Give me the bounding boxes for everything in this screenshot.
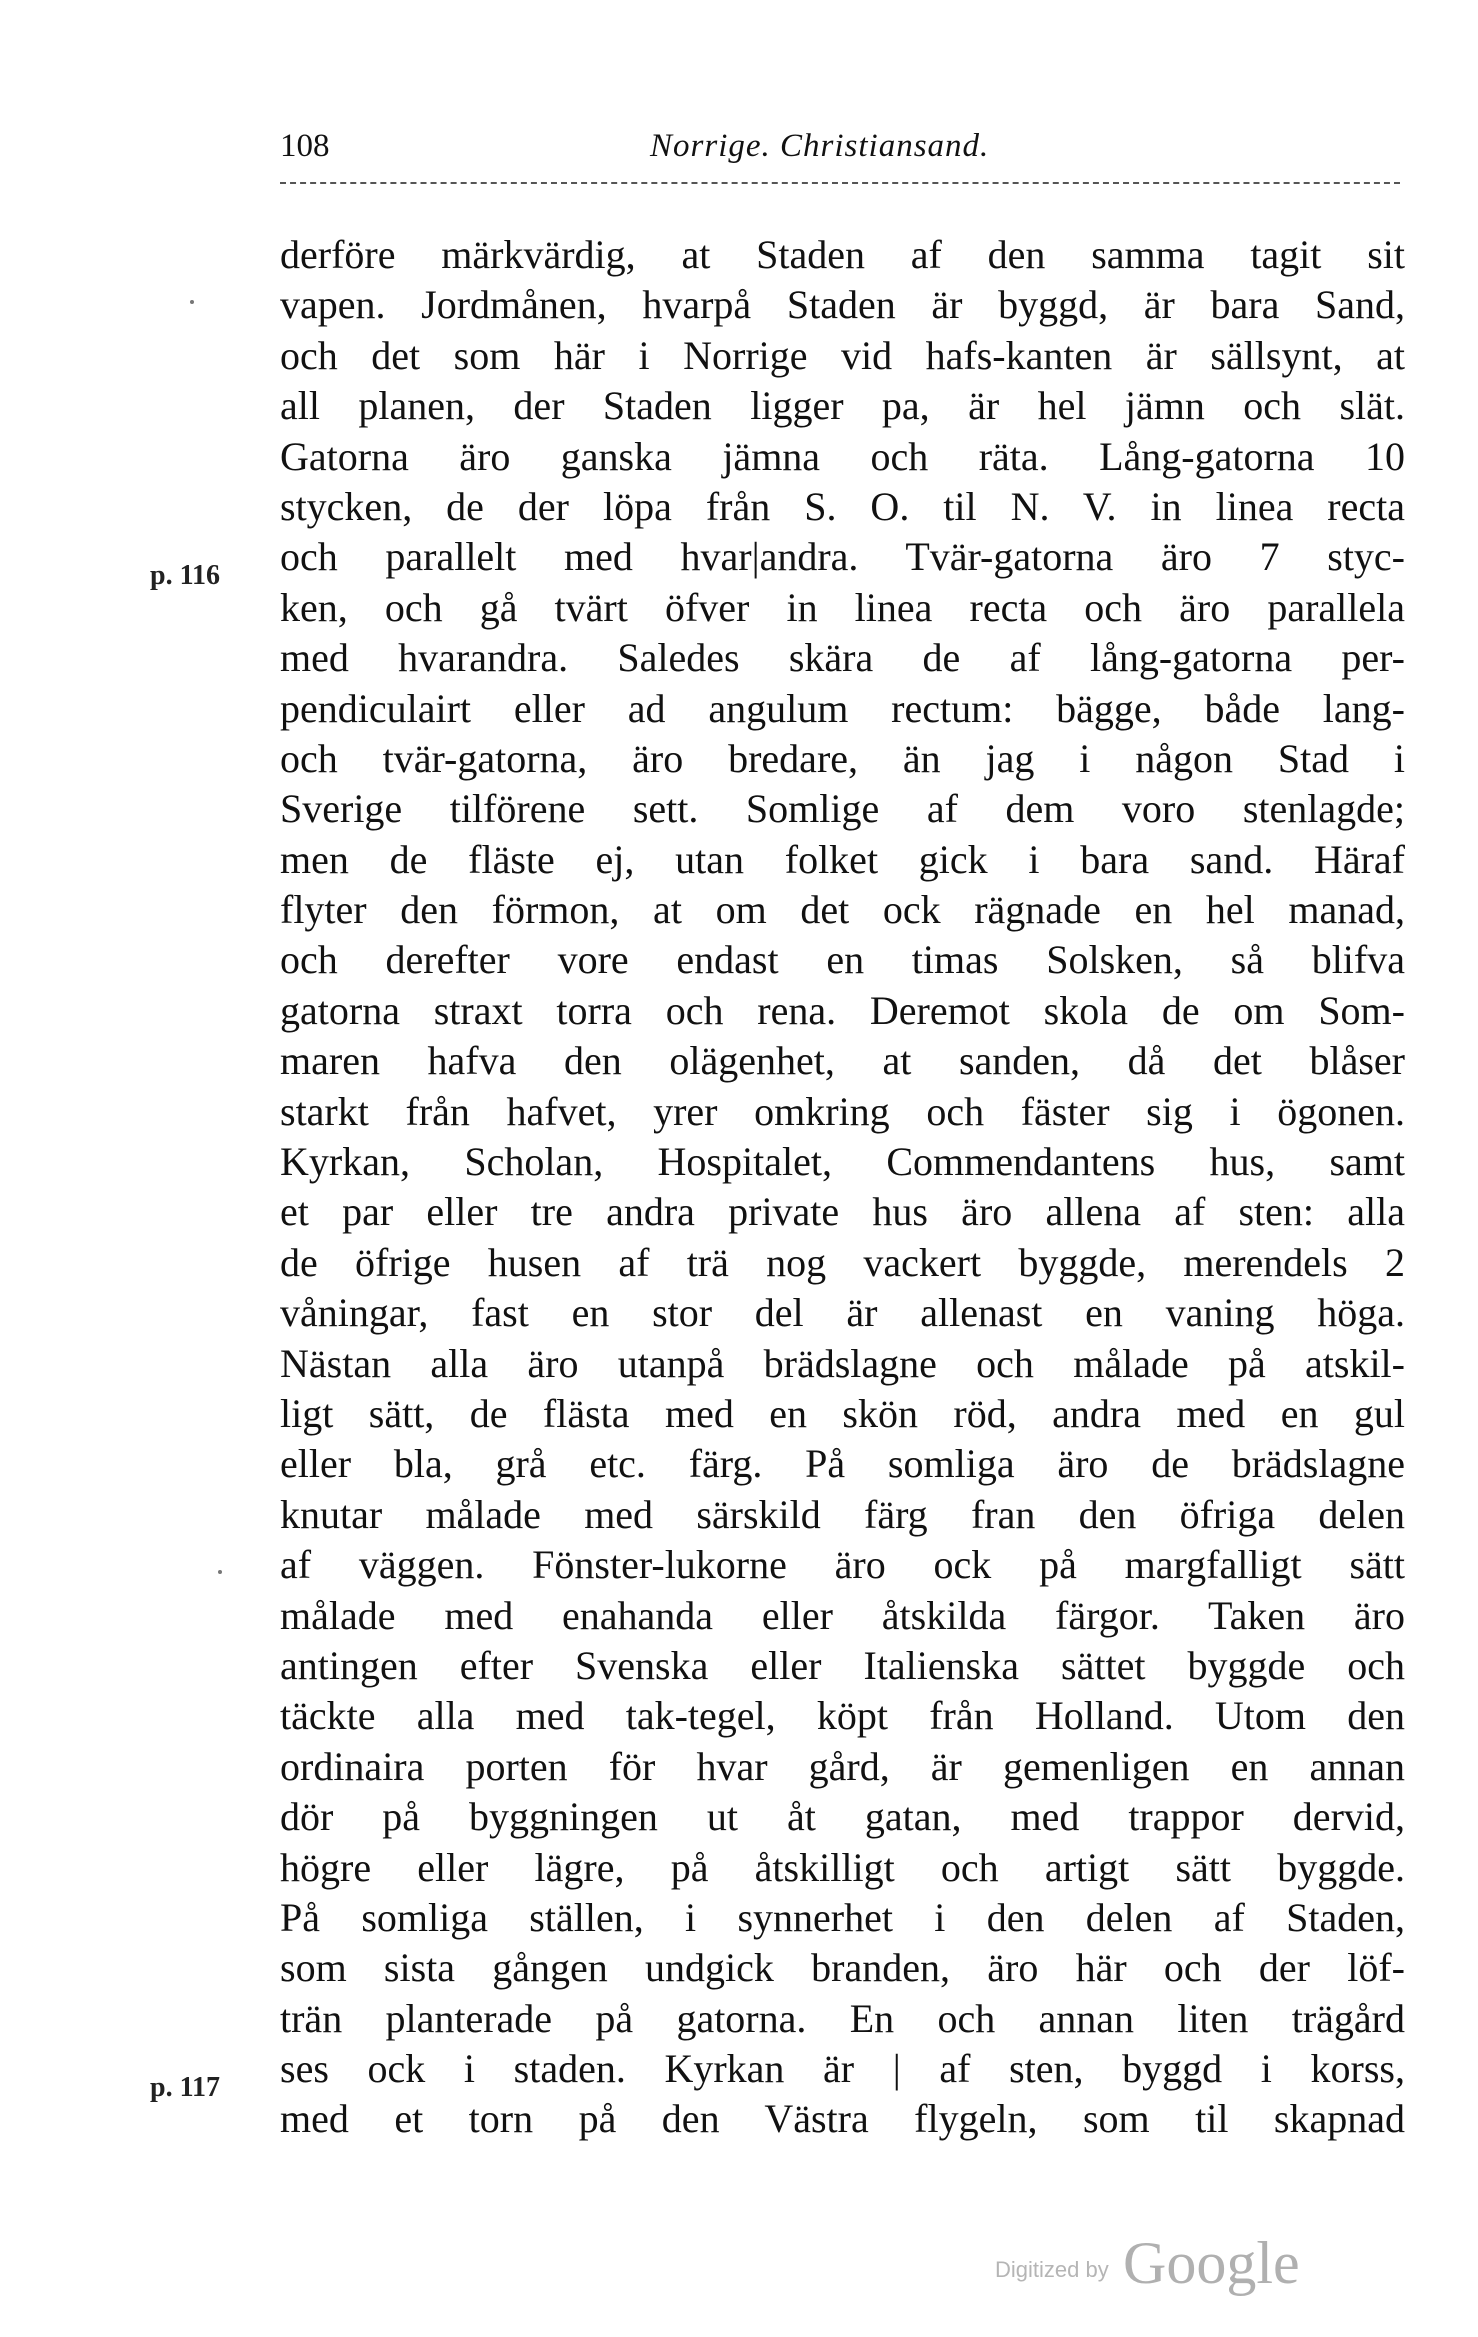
text-line: dör på byggningen ut åt gatan, med trappor dervid, [280, 1794, 1405, 1840]
text-line: ken, och gå tvärt öfver in linea recta och äro parallela [280, 584, 1405, 630]
text-line: pendiculairt eller ad angulum rectum: bägge, både lang- [280, 685, 1405, 731]
digitized-by-label: Digitized by [995, 2257, 1109, 2282]
margin-note-p116: p. 116 [150, 560, 221, 591]
text-line: af väggen. Fönster-lukorne äro ock på margfalligt sätt [280, 1542, 1405, 1588]
margin-note-p117: p. 117 [150, 2072, 221, 2103]
text-line: stycken, de der löpa från S. O. til N. V. in linea recta [280, 483, 1405, 529]
header-rule [280, 182, 1400, 184]
text-line: och derefter vore endast en timas Solsken, så blifva [280, 937, 1405, 983]
text-line: täckte alla med tak-tegel, köpt från Holland. Utom den [280, 1693, 1405, 1739]
text-line: derföre märkvärdig, at Staden af den samma tagit sit [280, 232, 1405, 277]
text-line: ses ock i staden. Kyrkan är | af sten, byggd i korss, [280, 2046, 1405, 2092]
page-number: 108 [280, 128, 330, 164]
text-line: målade med enahanda eller åtskilda färgor. Taken äro [280, 1592, 1405, 1638]
text-line: antingen efter Svenska eller Italienska sättet byggde och [280, 1642, 1405, 1688]
text-line: ligt sätt, de flästa med en skön röd, andra med en gul [280, 1390, 1405, 1436]
text-line: med hvarandra. Saledes skära de af lång-gatorna per- [280, 635, 1405, 681]
text-line: et par eller tre andra private hus äro allena af sten: alla [280, 1189, 1405, 1235]
text-line: och tvär-gatorna, äro bredare, än jag i någon Stad i [280, 735, 1405, 781]
text-line: maren hafva den olägenhet, at sanden, då det blåser [280, 1038, 1405, 1084]
running-head [280, 128, 1400, 178]
text-line: vapen. Jordmånen, hvarpå Staden är byggd, är bara Sand, [280, 282, 1405, 328]
text-line: Sverige tilförene sett. Somlige af dem voro stenlagde; [280, 786, 1405, 832]
text-line: som sista gången undgick branden, äro här och der löf- [280, 1945, 1405, 1991]
running-title: Norrige. Christiansand. [650, 128, 990, 164]
text-line: Nästan alla äro utanpå brädslagne och målade på atskil- [280, 1340, 1405, 1386]
text-line: eller bla, grå etc. färg. På somliga äro de brädslagne [280, 1441, 1405, 1487]
text-line: all planen, der Staden ligger pa, är hel jämn och slät. [280, 383, 1405, 429]
text-line: de öfrige husen af trä nog vackert byggde, merendels 2 [280, 1239, 1405, 1285]
text-line: och det som här i Norrige vid hafs-kanten är sällsynt, at [280, 332, 1405, 378]
text-line: med et torn på den Västra flygeln, som til skapnad [280, 2096, 1405, 2142]
text-line: Kyrkan, Scholan, Hospitalet, Commendantens hus, samt [280, 1139, 1405, 1185]
digitized-watermark [995, 2230, 1335, 2296]
print-speck [190, 300, 194, 304]
google-logo: Google [1123, 2230, 1300, 2296]
text-line: På somliga ställen, i synnerhet i den delen af Staden, [280, 1894, 1405, 1940]
text-line: ordinaira porten för hvar gård, är gemenligen en annan [280, 1743, 1405, 1789]
text-line: Gatorna äro ganska jämna och räta. Lång-gatorna 10 [280, 433, 1405, 479]
print-speck [218, 1570, 222, 1574]
text-line: och parallelt med hvar|andra. Tvär-gatorna äro 7 styc- [280, 534, 1405, 580]
text-line: våningar, fast en stor del är allenast en vaning höga. [280, 1290, 1405, 1336]
text-line: starkt från hafvet, yrer omkring och fäster sig i ögonen. [280, 1088, 1405, 1134]
body-text [280, 230, 1405, 2145]
text-line: trän planterade på gatorna. En och annan liten trägård [280, 1995, 1405, 2041]
text-line: högre eller lägre, på åtskilligt och artigt sätt byggde. [280, 1844, 1405, 1890]
text-line: flyter den förmon, at om det ock rägnade en hel manad, [280, 887, 1405, 933]
text-line: knutar målade med särskild färg fran den öfriga delen [280, 1491, 1405, 1537]
text-line: gatorna straxt torra och rena. Deremot skola de om Som- [280, 987, 1405, 1033]
text-line: men de fläste ej, utan folket gick i bara sand. Häraf [280, 836, 1405, 882]
